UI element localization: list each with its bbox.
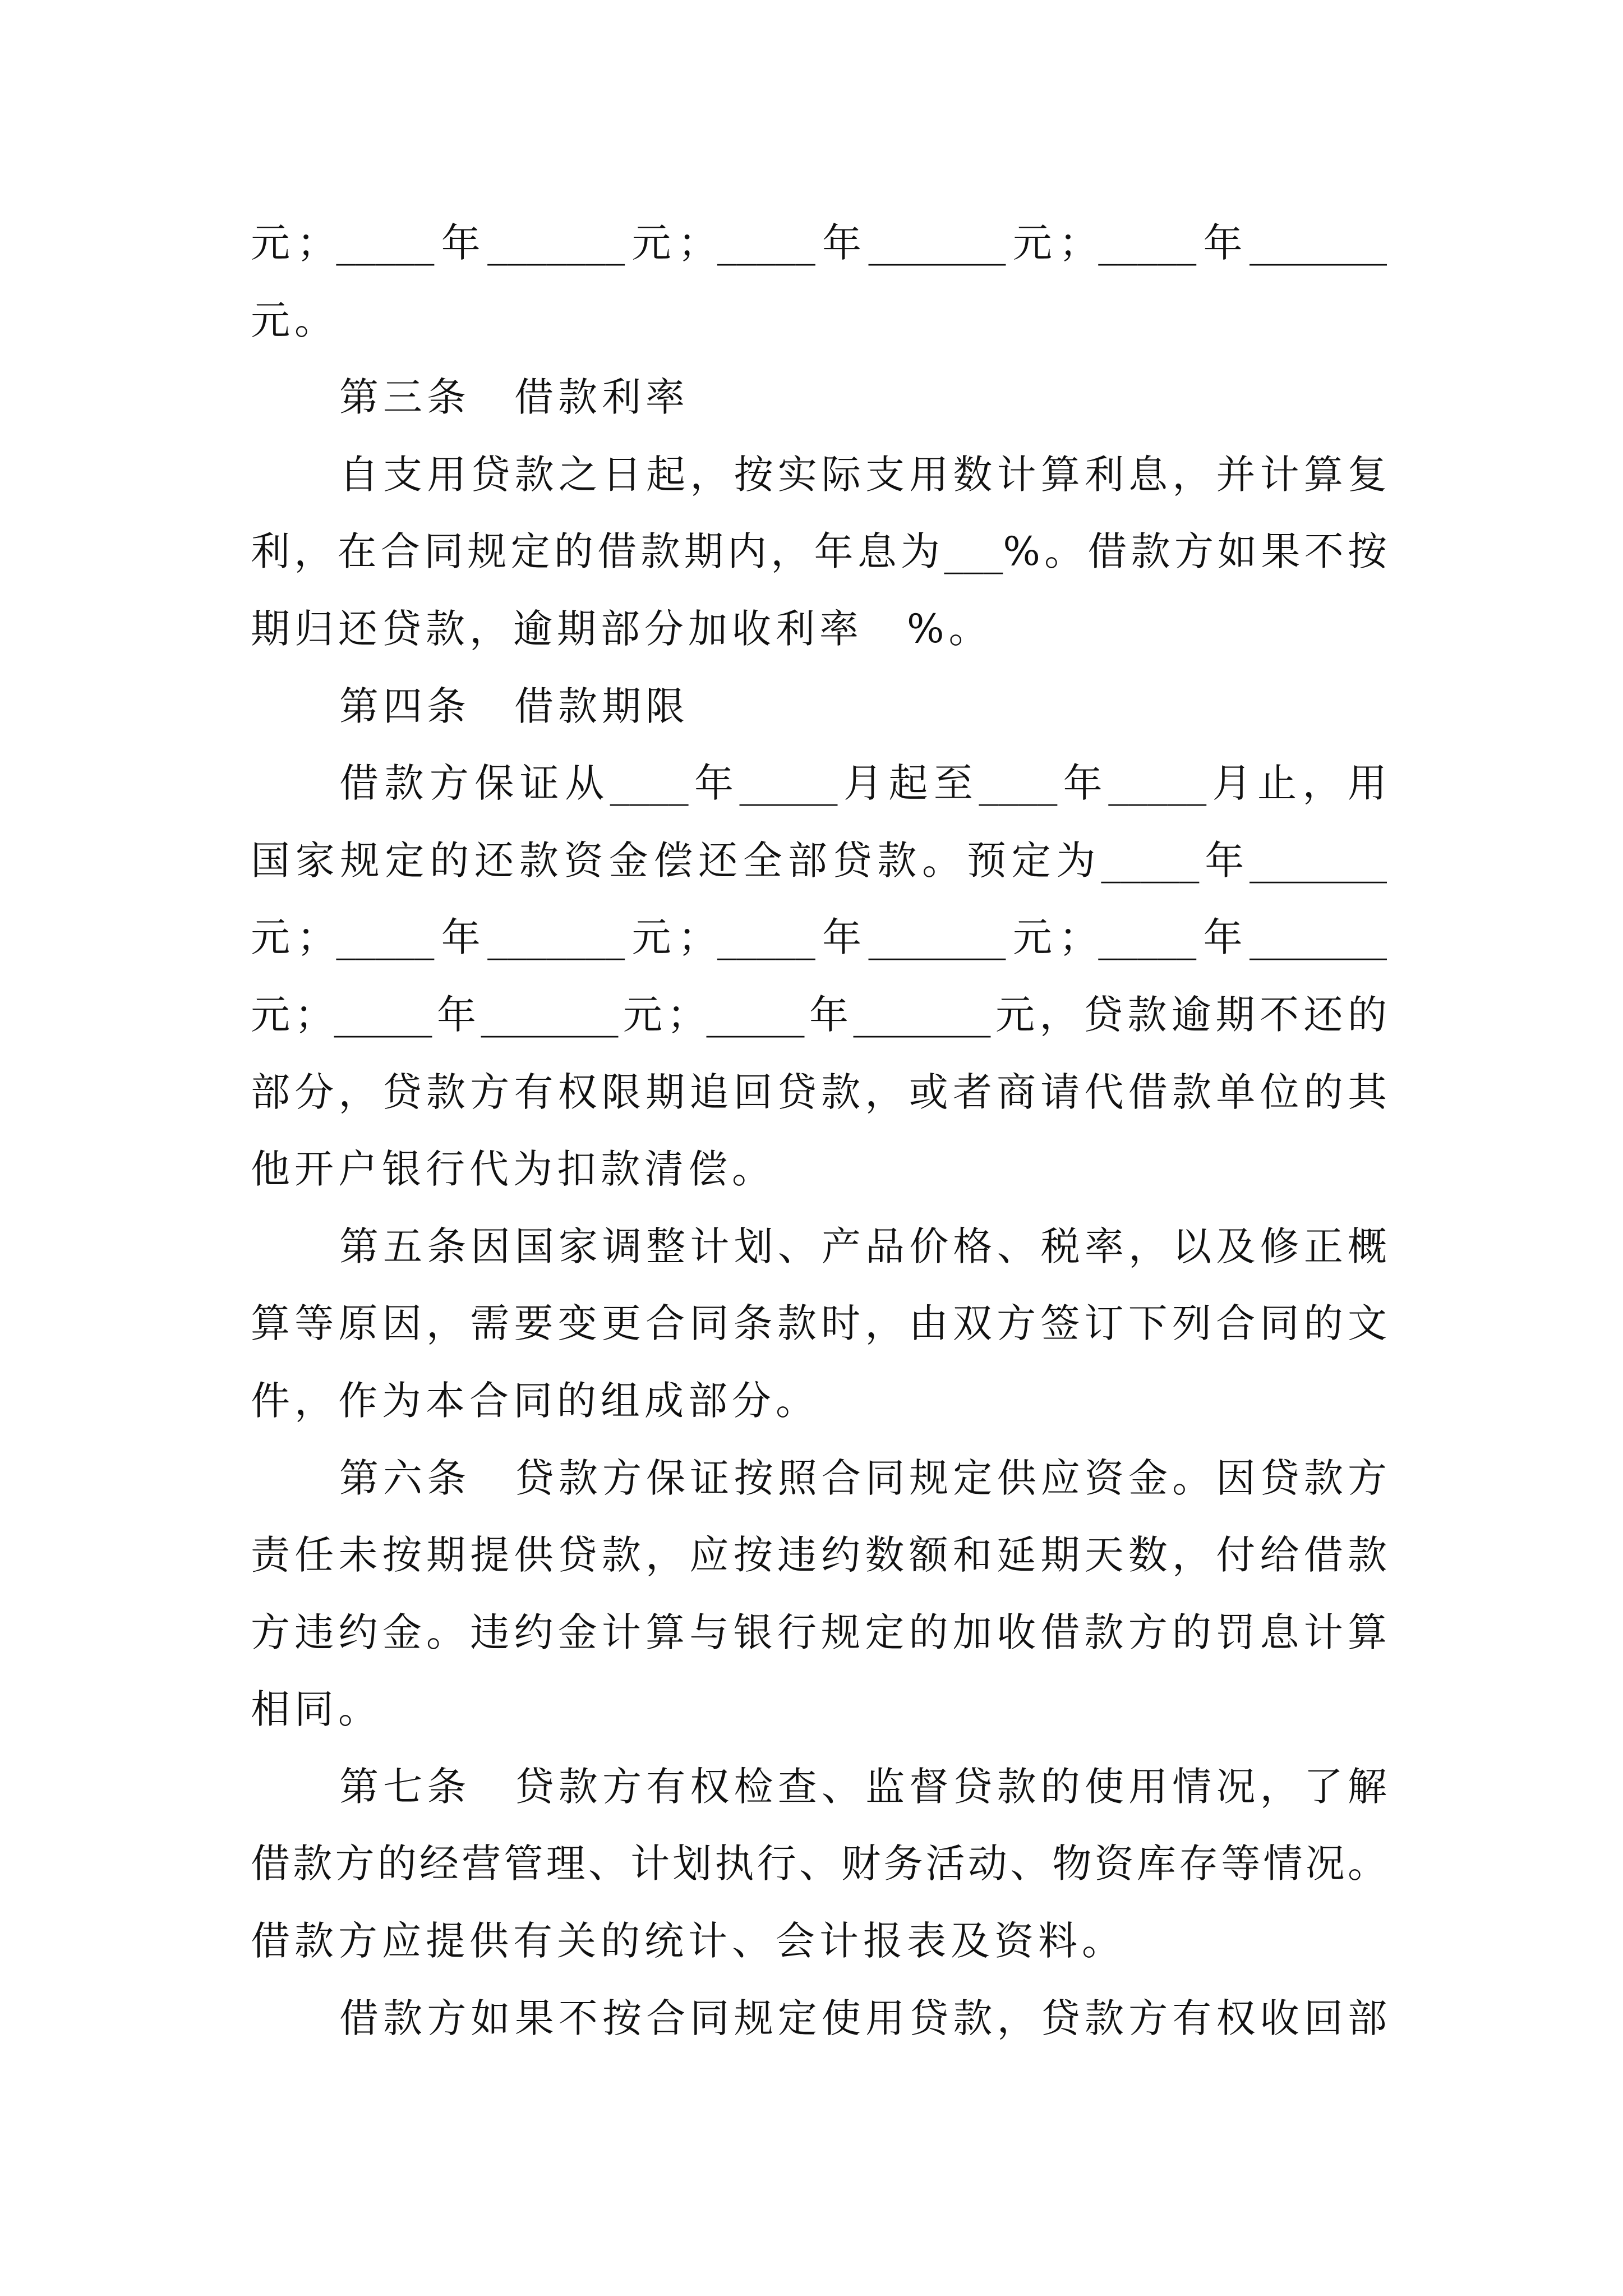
article-heading-4: 第四条 借款期限 <box>339 683 689 729</box>
document-page <box>251 205 1387 2057</box>
article-heading-3: 第三条 借款利率 <box>339 374 689 421</box>
document-line: 部分，贷款方有权限期追回贷款，或者商请代借款单位的其 <box>251 1069 1387 1115</box>
article-5-line: 第五条因国家调整计划、产品价格、税率，以及修正概 <box>339 1223 1387 1269</box>
document-line: 元；_____年_______元；_____年_______元；_____年_______ <box>251 220 1387 266</box>
document-line: 元；_____年_______元；_____年_______元，贷款逾期不还的 <box>251 991 1387 1038</box>
document-line: 元；_____年_______元；_____年_______元；_____年_______ <box>251 914 1387 961</box>
document-line: 国家规定的还款资金偿还全部贷款。预定为_____年_______ <box>251 837 1387 884</box>
article-7-line: 第七条 贷款方有权检查、监督贷款的使用情况，了解 <box>339 1763 1387 1810</box>
document-line: 期归还贷款，逾期部分加收利率 %。 <box>251 605 993 652</box>
document-line: 相同。 <box>251 1686 382 1733</box>
document-line: 方违约金。违约金计算与银行规定的加收借款方的罚息计算 <box>251 1609 1387 1655</box>
document-line: 他开户银行代为扣款清偿。 <box>251 1146 776 1193</box>
document-line: 借款方应提供有关的统计、会计报表及资料。 <box>251 1918 1126 1964</box>
document-line: 件，作为本合同的组成部分。 <box>251 1377 819 1424</box>
document-line: 元。 <box>251 297 338 343</box>
document-line: 借款方保证从____年_____月起至____年_____月止，用 <box>339 760 1387 807</box>
document-line: 借款方如果不按合同规定使用贷款，贷款方有权收回部 <box>339 1995 1387 2041</box>
document-line: 自支用贷款之日起，按实际支用数计算利息，并计算复 <box>339 451 1387 498</box>
document-line: 借款方的经营管理、计划执行、财务活动、物资库存等情况。 <box>251 1841 1387 1887</box>
document-line: 利，在合同规定的借款期内，年息为___%。借款方如果不按 <box>251 528 1387 575</box>
article-6-line: 第六条 贷款方保证按照合同规定供应资金。因贷款方 <box>339 1455 1387 1501</box>
document-line: 算等原因，需要变更合同条款时，由双方签订下列合同的文 <box>251 1300 1387 1347</box>
document-line: 责任未按期提供贷款，应按违约数额和延期天数，付给借款 <box>251 1532 1387 1579</box>
